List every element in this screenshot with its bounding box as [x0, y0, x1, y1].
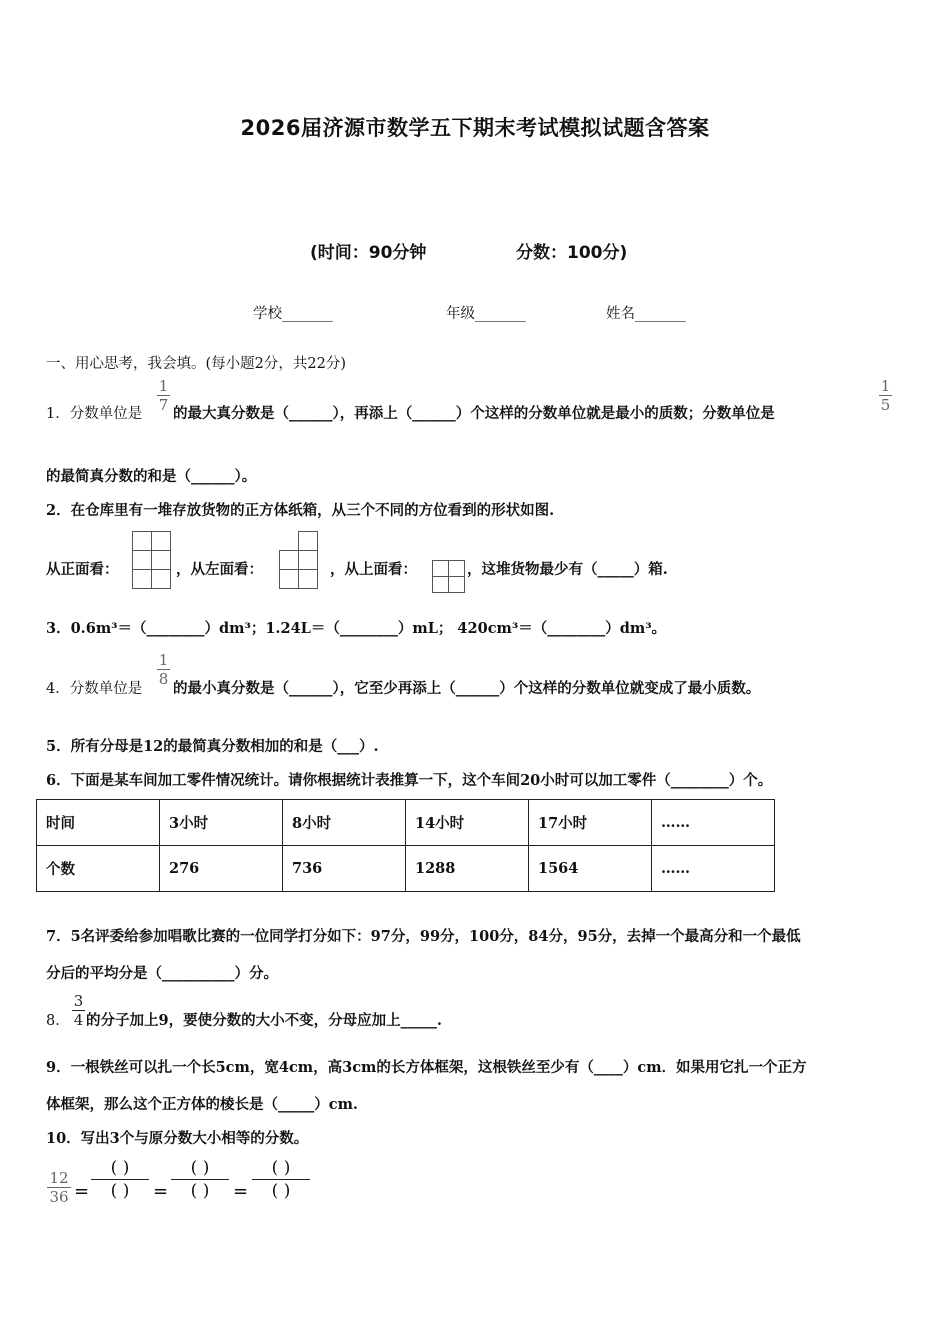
answer-blank-den[interactable]: ( ) — [190, 1181, 210, 1201]
q1-text-c: 的最简真分数的和是（______）。 — [46, 468, 257, 485]
table-cell: 276 — [160, 846, 283, 892]
q4-frac-num: 1 — [158, 651, 169, 669]
q2-left-label: ，从左面看： — [176, 561, 263, 578]
q8-frac-den: 4 — [73, 1011, 84, 1029]
answer-blank-den[interactable]: ( ) — [110, 1181, 130, 1201]
statistics-table — [36, 799, 775, 892]
q9-text-b: 体框架，那么这个正方体的棱长是（_____）cm. — [46, 1096, 358, 1113]
grade-field: 年级_______ — [446, 306, 526, 322]
answer-blank-num[interactable]: ( ) — [190, 1158, 210, 1178]
q1-frac2-den: 5 — [880, 396, 891, 414]
q8-text-b: 的分子加上9，要使分数的大小不变，分母应加上_____. — [86, 1012, 442, 1029]
equals-sign: = — [153, 1181, 169, 1202]
time-info: (时间：90分钟 — [310, 243, 427, 263]
table-cell: 8小时 — [283, 800, 406, 846]
q3-text: 3．0.6m³＝（________）dm³；1.24L＝（________）mL； 420cm³＝（________）dm³。 — [46, 620, 667, 637]
q1-frac2-num: 1 — [880, 377, 891, 395]
q1-text-a: 1．分数单位是 — [46, 406, 143, 422]
q1-fraction-2 — [879, 378, 892, 413]
answer-fraction-2[interactable] — [171, 1158, 229, 1201]
q10-text: 10．写出3个与原分数大小相等的分数。 — [46, 1130, 309, 1147]
q1-text-b: 的最大真分数是（______），再添上（______）个这样的分数单位就是最小的质数；分数单位是 — [173, 405, 775, 422]
q2-front-label: 从正面看： — [46, 561, 119, 578]
answer-blank-den[interactable]: ( ) — [271, 1181, 291, 1201]
fraction-bar — [252, 1179, 310, 1180]
equals-sign: = — [233, 1181, 249, 1202]
q4-fraction — [157, 652, 170, 687]
table-cell: 14小时 — [406, 800, 529, 846]
q7-text-a: 7．5名评委给参加唱歌比赛的一位同学打分如下：97分，99分，100分，84分，95分，去掉一个最高分和一个最低 — [46, 928, 801, 945]
table-row — [37, 800, 775, 846]
name-field: 姓名_______ — [606, 306, 686, 322]
table-cell: 1288 — [406, 846, 529, 892]
q2-top-label: ，从上面看： — [330, 561, 417, 578]
q2-text: 2．在仓库里有一堆存放货物的正方体纸箱，从三个不同的方位看到的形状如图. — [46, 502, 555, 519]
answer-blank-num[interactable]: ( ) — [110, 1158, 130, 1178]
table-cell: 时间 — [37, 800, 160, 846]
q10-frac-num: 12 — [49, 1169, 69, 1187]
score-info: 分数：100分) — [516, 243, 628, 263]
equals-sign: = — [74, 1181, 90, 1202]
table-cell: …… — [652, 800, 775, 846]
q6-text: 6．下面是某车间加工零件情况统计。请你根据统计表推算一下，这个车间20小时可以加工零件（________）个。 — [46, 772, 773, 789]
q8-fraction — [72, 993, 85, 1028]
answer-fraction-1[interactable] — [91, 1158, 149, 1201]
q10-original-fraction — [47, 1170, 71, 1205]
q8-text-a: 8． — [46, 1013, 70, 1029]
q8-frac-num: 3 — [73, 992, 84, 1010]
page-title: 2026届济源市数学五下期末考试模拟试题含答案 — [240, 116, 710, 140]
school-field: 学校_______ — [253, 306, 333, 322]
q7-text-b: 分后的平均分是（__________）分。 — [46, 965, 278, 982]
table-cell: 个数 — [37, 846, 160, 892]
q1-fraction-1 — [157, 378, 170, 413]
q4-text-b: 的最小真分数是（______），它至少再添上（______）个这样的分数单位就变成了最小质数。 — [173, 680, 761, 697]
q1-frac1-den: 7 — [158, 396, 169, 414]
table-cell: 736 — [283, 846, 406, 892]
answer-fraction-3[interactable] — [252, 1158, 310, 1201]
section-heading: 一、用心思考，我会填。(每小题2分，共22分) — [46, 356, 346, 372]
q9-text-a: 9．一根铁丝可以扎一个长5cm，宽4cm，高3cm的长方体框架，这根铁丝至少有（____）cm．如果用它扎一个正方 — [46, 1059, 807, 1076]
q1-frac1-num: 1 — [158, 377, 169, 395]
answer-blank-num[interactable]: ( ) — [271, 1158, 291, 1178]
q4-text-a: 4．分数单位是 — [46, 681, 143, 697]
q4-frac-den: 8 — [158, 670, 169, 688]
fraction-bar — [91, 1179, 149, 1180]
q10-frac-den: 36 — [49, 1188, 69, 1206]
fraction-bar — [171, 1179, 229, 1180]
table-cell: …… — [652, 846, 775, 892]
table-cell: 1564 — [529, 846, 652, 892]
table-cell: 17小时 — [529, 800, 652, 846]
table-row — [37, 846, 775, 892]
q2-end-text: ，这堆货物最少有（_____）箱. — [467, 561, 668, 578]
table-cell: 3小时 — [160, 800, 283, 846]
q5-text: 5．所有分母是12的最简真分数相加的和是（___）. — [46, 738, 379, 755]
